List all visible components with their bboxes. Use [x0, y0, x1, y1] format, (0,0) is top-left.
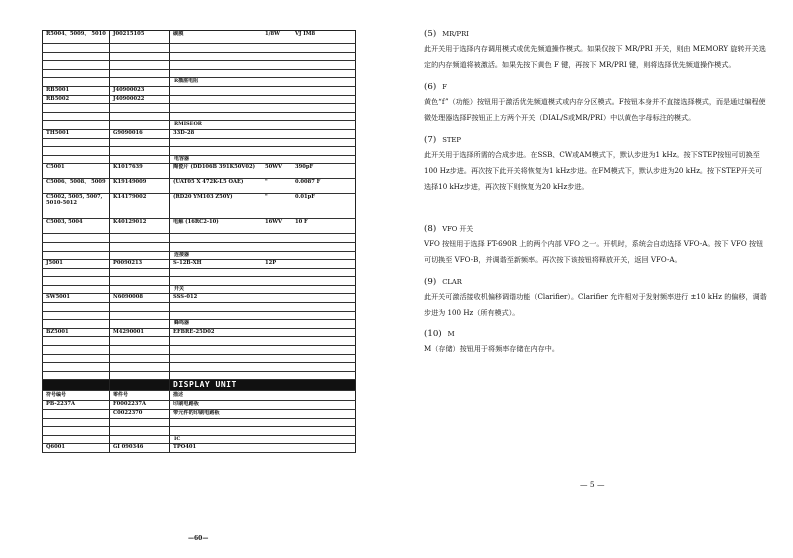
- part-number: F0002237A: [110, 401, 170, 410]
- description-cell: [170, 401, 356, 410]
- cell-blank: [110, 155, 170, 164]
- cell-blank: [43, 155, 110, 164]
- description: 印刷电路板: [173, 401, 199, 408]
- section-body: M（存储）按钮用于将频率存储在内存中。: [424, 344, 559, 354]
- section-band-title: DISPLAY UNIT: [170, 380, 356, 391]
- cell-blank: [43, 337, 110, 346]
- ref-designator: C5003, 5004: [43, 219, 110, 234]
- rating: 12P: [265, 260, 277, 267]
- cell-blank: [43, 242, 110, 251]
- table-row: [43, 391, 356, 401]
- table-row: [43, 44, 356, 53]
- header-desc: 描述: [170, 391, 356, 401]
- description: 33D-28: [173, 129, 195, 136]
- description: EFBRE-25D02: [173, 328, 215, 335]
- cell-blank: [110, 363, 170, 372]
- cell-blank: [170, 354, 356, 363]
- right-page-number: — 5 —: [580, 480, 605, 489]
- table-row: [43, 410, 356, 419]
- manual-page: [424, 27, 769, 358]
- cell-blank: [170, 363, 356, 372]
- cell-blank: [110, 346, 170, 355]
- cell-blank: [110, 277, 170, 286]
- cell-blank: [43, 78, 110, 87]
- table-row: [43, 371, 356, 380]
- value: 0.01pF: [295, 194, 315, 201]
- cell-blank: [110, 427, 170, 436]
- ref-designator: SW5001: [43, 294, 110, 303]
- cell-blank: [170, 371, 356, 380]
- table-row: [43, 86, 356, 95]
- cell-blank: [43, 44, 110, 53]
- section-title: CLAR: [442, 277, 462, 286]
- parts-table: [42, 30, 356, 453]
- description-cell: [170, 164, 356, 179]
- table-row: [43, 129, 356, 138]
- section-number: (7): [424, 134, 437, 145]
- part-number: M4290001: [110, 328, 170, 337]
- cell-blank: [110, 435, 170, 444]
- table-row: [43, 78, 356, 87]
- cell-blank: [170, 61, 356, 70]
- table-row: [43, 219, 356, 234]
- description: 陶瓷片 (DD106B 391K50V02): [173, 164, 256, 171]
- section-body: 此开关用于选择所需的合成步进。在SSB、CW或AM模式下，默认步进为1 kHz。按下STEP按钮可切换至100 Hz步进。再次按下此开关将恢复为1 kHz步进。在FM模式下，默认步进为20 kHz。按下STEP开关可选择10 kHz步进，再次按下则恢复为20 kHz步进。: [424, 149, 763, 192]
- section-heading: 蜂鸣器: [170, 320, 356, 329]
- section-heading: [424, 275, 769, 289]
- cell-blank: [43, 121, 110, 130]
- cell-blank: [110, 78, 170, 87]
- table-row: [43, 147, 356, 156]
- description-cell: [170, 410, 356, 419]
- table-row: [43, 164, 356, 179]
- description: 带元件的印刷电路板: [173, 410, 220, 416]
- cell-blank: [170, 242, 356, 251]
- cell-blank: [110, 112, 170, 121]
- table-row: [43, 303, 356, 312]
- table-row: [43, 277, 356, 286]
- cell-blank: [110, 52, 170, 61]
- description-cell: [170, 95, 356, 104]
- table-row: [43, 328, 356, 337]
- cell-blank: [110, 61, 170, 70]
- table-row: [43, 234, 356, 243]
- cell-blank: [110, 268, 170, 277]
- cell-blank: [110, 44, 170, 53]
- band-blank: [110, 380, 170, 391]
- table-row: [43, 354, 356, 363]
- cell-blank: [110, 251, 170, 260]
- table-row: [43, 363, 356, 372]
- header-ref: 符号编号: [43, 391, 110, 401]
- cell-blank: [43, 52, 110, 61]
- ref-designator: C5006、5008、 5009: [43, 179, 110, 194]
- table-row: [43, 380, 356, 391]
- cell-blank: [43, 311, 110, 320]
- table-row: [43, 155, 356, 164]
- ref-designator: RB5001: [43, 86, 110, 95]
- cell-blank: [170, 138, 356, 147]
- cell-blank: [170, 69, 356, 78]
- cell-blank: [170, 346, 356, 355]
- table-row: [43, 435, 356, 444]
- description-cell: [170, 31, 356, 44]
- cell-blank: [170, 112, 356, 121]
- description-cell: [170, 179, 356, 194]
- value: VJ IM8: [295, 31, 316, 37]
- manual-section: [424, 27, 769, 74]
- description-cell: [170, 219, 356, 234]
- table-row: [43, 31, 356, 44]
- band-blank: [43, 380, 110, 391]
- cell-blank: [43, 320, 110, 329]
- table-row: [43, 121, 356, 130]
- cell-blank: [110, 147, 170, 156]
- table-row: [43, 69, 356, 78]
- value: 0.0087 F: [295, 179, 321, 186]
- description-cell: [170, 294, 356, 303]
- cell-blank: [43, 363, 110, 372]
- cell-blank: [170, 104, 356, 113]
- manual-section: [424, 80, 769, 127]
- manual-section: [424, 275, 769, 322]
- manual-section: [424, 222, 769, 269]
- table-row: [43, 138, 356, 147]
- cell-blank: [110, 69, 170, 78]
- table-row: [43, 104, 356, 113]
- description-cell: [170, 86, 356, 95]
- table-row: [43, 311, 356, 320]
- section-number: (5): [424, 29, 437, 39]
- cell-blank: [170, 427, 356, 436]
- part-number: N6090008: [110, 294, 170, 303]
- cell-blank: [170, 52, 356, 61]
- section-title: M: [447, 330, 455, 339]
- cell-blank: [43, 418, 110, 427]
- manual-section: [424, 327, 769, 357]
- part-number: K19149009: [110, 179, 170, 194]
- section-body: 黄色“f”（功能）按钮用于激活优先频道模式或内存分区模式。F按钮本身并不直接选择模式，而是通过编程使微处理器选择F按钮正上方两个开关（DIAL/S或MR/PRI）中以黄色字母标注的模式。: [424, 96, 766, 123]
- section-heading: 开关: [170, 285, 356, 294]
- ref-designator: C5001: [43, 164, 110, 179]
- cell-blank: [43, 251, 110, 260]
- cell-blank: [43, 303, 110, 312]
- ref-designator: Q6001: [43, 444, 110, 453]
- description-cell: [170, 328, 356, 337]
- manual-section: [424, 133, 769, 196]
- description: TPO401: [173, 444, 197, 451]
- cell-blank: [43, 371, 110, 380]
- cell-blank: [110, 311, 170, 320]
- cell-blank: [110, 121, 170, 130]
- value: 390pF: [295, 164, 314, 171]
- description: (RD20 YM103 Z50Y): [173, 194, 233, 201]
- table-row: [43, 179, 356, 194]
- cell-blank: [170, 277, 356, 286]
- description: 碳膜: [173, 31, 184, 37]
- section-body: 此开关可激活接收机偏移调谐功能（Clarifier）。Clarifier 允许相对于发射频率进行 ±10 kHz 的偏移，调谐步进为 100 Hz（所有模式）。: [424, 291, 767, 318]
- table-row: [43, 401, 356, 410]
- rating: 1/8W: [265, 31, 280, 37]
- part-number: G9090016: [110, 129, 170, 138]
- cell-blank: [110, 337, 170, 346]
- cell-blank: [170, 44, 356, 53]
- cell-blank: [170, 234, 356, 243]
- section-heading: [424, 327, 769, 341]
- section-title: MR/PRI: [442, 30, 469, 38]
- ref-designator: R5004、5009、 5010: [43, 31, 110, 44]
- description: SSS-012: [173, 294, 198, 301]
- part-number: C0022370: [110, 410, 170, 419]
- header-part: 零件号: [110, 391, 170, 401]
- section-heading: [424, 27, 769, 41]
- table-row: [43, 337, 356, 346]
- part-number: K1017639: [110, 164, 170, 179]
- ref-designator: PB-2237A: [43, 401, 110, 410]
- section-heading: [424, 80, 769, 94]
- description-cell: [170, 194, 356, 219]
- cell-blank: [43, 104, 110, 113]
- table-row: [43, 427, 356, 436]
- cell-blank: [110, 418, 170, 427]
- cell-blank: [110, 234, 170, 243]
- value: 10 F: [295, 219, 308, 226]
- cell-blank: [43, 69, 110, 78]
- cell-blank: [43, 147, 110, 156]
- section-heading: 电容器: [170, 155, 356, 164]
- cell-blank: [43, 354, 110, 363]
- part-number: P0090213: [110, 260, 170, 269]
- table-row: [43, 52, 356, 61]
- section-heading: [424, 222, 769, 236]
- cell-blank: [170, 311, 356, 320]
- cell-blank: [110, 320, 170, 329]
- section-heading: RMISEOR: [170, 121, 356, 130]
- cell-blank: [170, 147, 356, 156]
- section-heading: [424, 133, 769, 147]
- part-number: J40900022: [110, 95, 170, 104]
- parts-list-page: [42, 30, 355, 453]
- table-row: [43, 268, 356, 277]
- part-number: K40129012: [110, 219, 170, 234]
- table-row: [43, 294, 356, 303]
- cell-blank: [43, 285, 110, 294]
- table-row: [43, 95, 356, 104]
- ref-designator: C5002, 5005, 5007, 5010-5012: [43, 194, 110, 219]
- cell-blank: [110, 371, 170, 380]
- cell-blank: [43, 112, 110, 121]
- cell-blank: [170, 337, 356, 346]
- cell-blank: [43, 234, 110, 243]
- section-number: (9): [424, 276, 437, 287]
- cell-blank: [43, 268, 110, 277]
- cell-blank: [110, 138, 170, 147]
- table-row: [43, 260, 356, 269]
- description-cell: [170, 260, 356, 269]
- part-number: K14179002: [110, 194, 170, 219]
- section-title: F: [442, 82, 447, 91]
- cell-blank: [110, 285, 170, 294]
- description-cell: [170, 129, 356, 138]
- ref-designator: RB5002: [43, 95, 110, 104]
- table-row: [43, 112, 356, 121]
- left-page-number: —60—: [188, 535, 209, 542]
- table-row: [43, 320, 356, 329]
- section-heading: R插座电阻: [170, 78, 356, 87]
- table-row: [43, 444, 356, 453]
- cell-blank: [110, 104, 170, 113]
- ref-designator: J5001: [43, 260, 110, 269]
- cell-blank: [43, 138, 110, 147]
- ref-designator: TH5001: [43, 129, 110, 138]
- section-body: VFO 按钮用于选择 FT-690R 上的两个内部 VFO 之一。开机时，系统会自动选择 VFO-A。按下 VFO 按钮可切换至 VFO-B，并调谐至新频率。再次按下该按钮将释放开关，返回 VFO-A。: [424, 238, 764, 265]
- part-number: J40900023: [110, 86, 170, 95]
- table-row: [43, 242, 356, 251]
- cell-blank: [170, 303, 356, 312]
- table-row: [43, 61, 356, 70]
- rating: 50WV: [265, 164, 283, 171]
- table-row: [43, 346, 356, 355]
- table-row: [43, 418, 356, 427]
- ref-designator: [43, 410, 110, 419]
- section-number: (6): [424, 81, 437, 92]
- section-body: 此开关用于选择内存调用模式或优先频道操作模式。如果仅按下 MR/PRI 开关，则由 MEMORY 旋转开关选定的内存频道将被激活。如果先按下黄色 F 键，再按下 MR/PRI 键，则将选择优先频道操作模式。: [424, 44, 766, 70]
- cell-blank: [43, 435, 110, 444]
- cell-blank: [170, 268, 356, 277]
- section-number: (8): [424, 223, 437, 234]
- section-title: VFO 开关: [442, 224, 474, 233]
- description: 电解 (16RC2-10): [173, 219, 219, 226]
- part-number: J00215105: [110, 31, 170, 44]
- table-row: [43, 251, 356, 260]
- cell-blank: [170, 418, 356, 427]
- section-number: (10): [424, 329, 442, 340]
- cell-blank: [43, 427, 110, 436]
- ref-designator: BZ5001: [43, 328, 110, 337]
- cell-blank: [43, 277, 110, 286]
- description: (UAT05 X 472K-L5 OAE): [173, 179, 244, 186]
- description: S-12B-XH: [173, 260, 202, 267]
- cell-blank: [110, 303, 170, 312]
- rating: 16WV: [265, 219, 283, 226]
- table-row: [43, 194, 356, 219]
- cell-blank: [43, 346, 110, 355]
- cell-blank: [110, 354, 170, 363]
- cell-blank: [43, 61, 110, 70]
- cell-blank: [110, 242, 170, 251]
- section-heading: IC: [170, 435, 356, 444]
- section-heading: 连接器: [170, 251, 356, 260]
- description-cell: [170, 444, 356, 453]
- section-title: STEP: [442, 135, 461, 144]
- rating: ": [265, 194, 268, 201]
- part-number: GI 090346: [110, 444, 170, 453]
- rating: ": [265, 179, 268, 186]
- table-row: [43, 285, 356, 294]
